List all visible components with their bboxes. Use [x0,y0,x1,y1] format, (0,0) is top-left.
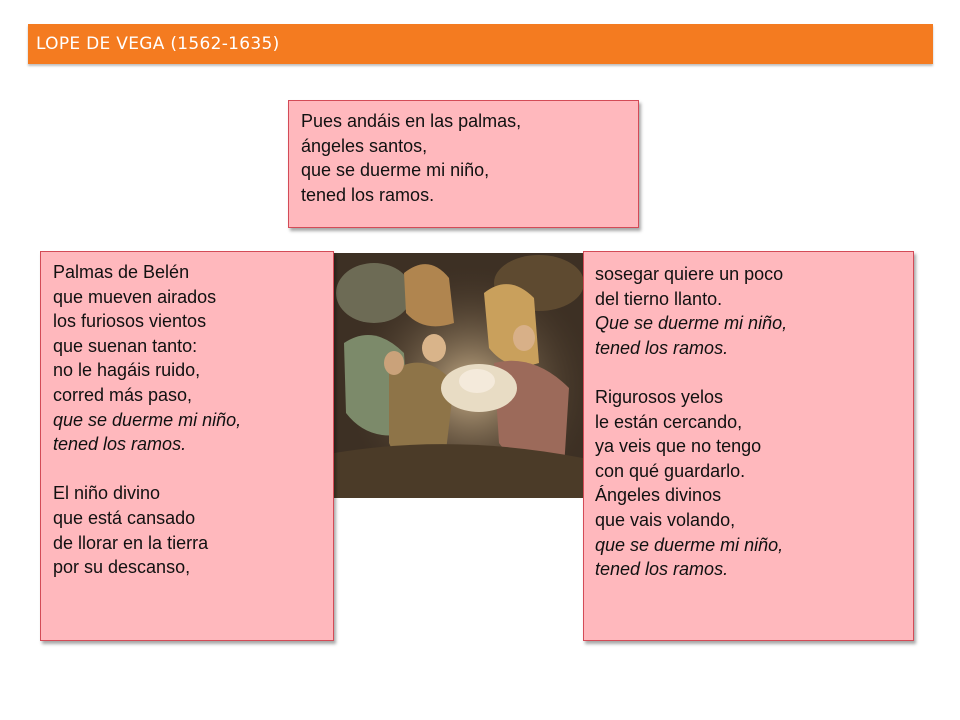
poem-line: con qué guardarlo. [595,460,746,481]
poem-line: que se duerme mi niño, [53,409,242,430]
title-bar [28,24,933,64]
poem-line: del tierno llanto. [595,288,723,309]
poem-line: de llorar en la tierra [53,532,209,553]
poem-line: que está cansado [53,507,196,528]
nativity-sculpture-photo [334,253,583,498]
poem-line: no le hagáis ruido, [53,360,201,381]
poem-line: los furiosos vientos [53,311,207,332]
poem-line: que mueven airados [53,286,217,307]
poem-line: le están cercando, [595,411,743,432]
slide-title: LOPE DE VEGA (1562-1635) [36,34,280,54]
poem-line: tened los ramos. [301,184,435,205]
stanza-gap [595,360,913,385]
poem-line: Pues andáis en las palmas, [301,111,522,131]
poem-line: Palmas de Belén [53,262,190,282]
poem-line: sosegar quiere un poco [595,264,784,284]
poem-stanza-top [288,100,639,228]
poem-line: que se duerme mi niño, [301,160,490,181]
poem-column-right [583,251,914,641]
poem-line: tened los ramos. [53,434,187,455]
nativity-scene-image [334,253,583,498]
poem-line: Ángeles divinos [595,485,722,506]
poem-line: Rigurosos yelos [595,386,724,407]
poem-column-left [40,251,334,641]
poem-line: ya veis que no tengo [595,436,762,457]
poem-line: El niño divino [53,483,161,504]
poem-line: que vais volando, [595,509,736,530]
poem-line: Que se duerme mi niño, [595,313,788,334]
poem-line: ángeles santos, [301,135,428,156]
poem-line: por su descanso, [53,557,191,578]
poem-line: que suenan tanto: [53,335,198,356]
poem-line: corred más paso, [53,384,193,405]
poem-line: tened los ramos. [595,337,729,358]
poem-line: que se duerme mi niño, [595,534,784,555]
poem-line: tened los ramos. [595,559,729,580]
stanza-gap [53,457,333,482]
